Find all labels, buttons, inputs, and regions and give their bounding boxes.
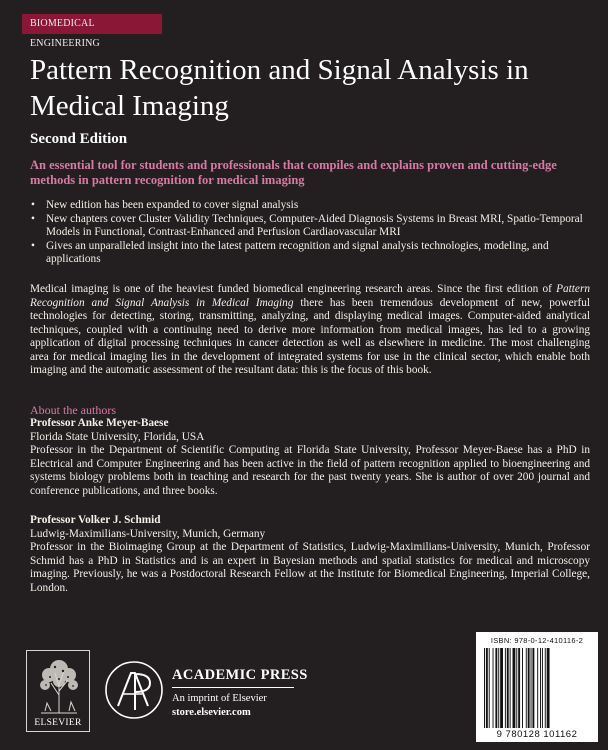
elsevier-tree-icon <box>33 655 85 715</box>
author-name: Professor Volker J. Schmid <box>30 514 161 526</box>
series-tag: BIOMEDICAL ENGINEERING <box>22 14 162 34</box>
authors-heading: About the authors <box>30 403 116 417</box>
academic-press-ap-icon <box>104 660 164 720</box>
author-bio: Professor in the Department of Scientific Computing at Florida State University, Professor Meyer-Baese has a PhD in Electrical and Computer Engineering and has been active in the field of pattern recognition applied to bioengineering and systems biology problems both in teaching and research for the past twenty years. She is author of over 200 journal and conference publications, and three books. <box>30 444 590 497</box>
imprint-name: ACADEMIC PRESS <box>172 667 308 683</box>
book-title: Pattern Recognition and Signal Analysis in Medical Imaging <box>30 54 529 122</box>
feature-item: • Gives an unparalleled insight into the latest pattern recognition and signal analysis technologies, modeling, and applications <box>30 240 590 267</box>
elsevier-wordmark: ELSEVIER <box>34 718 82 728</box>
barcode-panel <box>476 632 598 742</box>
elsevier-logo <box>26 650 90 732</box>
author-affiliation: Florida State University, Florida, USA <box>30 430 205 443</box>
author-block <box>30 417 590 498</box>
feature-item: • New edition has been expanded to cover signal analysis <box>30 199 590 213</box>
book-description <box>30 283 590 378</box>
store-url: store.elsevier.com <box>172 707 251 718</box>
barcode-digits: 9 780128 101162 <box>482 729 592 740</box>
author-name: Professor Anke Meyer-Baese <box>30 417 169 429</box>
description-text: there has been tremendous development of new, powerful technologies for detecting, storing, transmitting, analyzing, and displaying medical images. Computer-aided analytical techniques, coupled with a continuing need to derive more information from medical images, has led to a growing application of digital processing techniques in cancer detection as well as elsewhere in medicine. The most challenging area for medical imaging lies in the development of integrated systems for use in the clinical sector, which enable both imaging and the automatic assessment of the resultant data: this is the focus of this book. <box>30 296 590 377</box>
author-block <box>30 514 590 595</box>
feature-item: • New chapters cover Cluster Validity Techniques, Computer-Aided Diagnosis Systems in Breast MRI, Spatio-Temporal Models in Functional, Contrast-Enhanced and Perfusion Cardiaovascular MRI <box>30 213 590 240</box>
feature-list <box>30 199 590 267</box>
isbn-label: ISBN: 978-0-12-410116-2 <box>490 636 584 645</box>
edition-label: Second Edition <box>30 131 128 147</box>
imprint-line: An imprint of Elsevier <box>172 693 267 704</box>
tagline: An essential tool for students and professionals that compiles and explains proven and cutting-edge methods in pattern recognition for medical imaging <box>30 158 557 187</box>
description-text: Medical imaging is one of the heaviest funded biomedical engineering research areas. Since the first edition of <box>30 283 557 295</box>
description-book-title: Pattern Recognition and Signal Analysis in Medical Imaging <box>30 283 590 309</box>
isbn-barcode-icon <box>482 648 588 728</box>
author-bio: Professor in the Bioimaging Group at the Department of Statistics, Ludwig-Maximilians-University, Munich, Professor Schmid has a PhD in Statistics and is an expert in Bayesian methods and spatial statistics for medical and microscopy imaging. Previously, he was a Postdoctoral Research Fellow at the Institute for Biomedical Engineering, Imperial College, London. <box>30 541 590 594</box>
author-affiliation: Ludwig-Maximilians-University, Munich, Germany <box>30 527 266 540</box>
imprint-divider <box>172 687 294 688</box>
